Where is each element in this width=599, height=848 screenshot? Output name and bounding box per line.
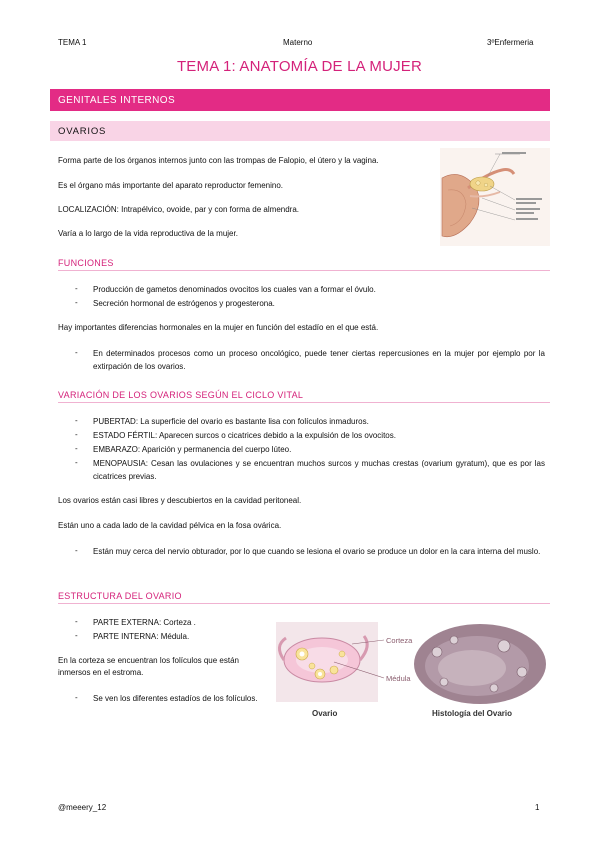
label-ovario: Ovario [312, 709, 338, 718]
funciones-item-1: Producción de gametos denominados ovocitos los cuales van a formar el óvulo. [93, 285, 376, 294]
label-histologia: Histología del Ovario [432, 709, 513, 718]
variacion-item-pubertad: PUBERTAD: La superficie del ovario es bastante lisa con folículos inmaduros. [93, 417, 369, 426]
bullet-dash: - [75, 444, 78, 453]
funciones-item-3: En determinados procesos como un proceso oncológico, puede tener ciertas repercusiones en la mujer por ejemplo por la extirpación de los ovarios. [93, 349, 545, 371]
estructura-item-interna: PARTE INTERNA: Médula. [93, 632, 190, 641]
intro-line-1: Forma parte de los órganos internos junto con las trompas de Falopio, el útero y la vagina. [58, 156, 379, 165]
estructura-item-foliculos: Se ven los diferentes estadíos de los folículos. [93, 694, 258, 703]
funciones-paragraph: Hay importantes diferencias hormonales en la mujer en función del estadío en el que está. [58, 323, 379, 332]
variacion-item-estado-fertil: ESTADO FÉRTIL: Aparecen surcos o cicatrices debido a la expulsión de los ovocitos. [93, 431, 396, 440]
heading-variacion: VARIACIÓN DE LOS OVARIOS SEGÚN EL CICLO VITAL [58, 390, 550, 403]
variacion-item-menopausia: MENOPAUSIA: Cesan las ovulaciones y se encuentran muchos surcos y muchas crestas (ovarium gyratum), que es por las cicatrices previas. [93, 459, 545, 481]
ovary-histology-figure [272, 616, 551, 724]
bullet-dash: - [75, 631, 78, 640]
section-band-genitales-internos: GENITALES INTERNOS [50, 89, 550, 111]
intro-line-4: Varía a lo largo de la vida reproductiva de la mujer. [58, 229, 238, 238]
variacion-item-nervio: Están muy cerca del nervio obturador, por lo que cuando se lesiona el ovario se produce un dolor en la cara interna del muslo. [93, 547, 541, 556]
bullet-dash: - [75, 458, 78, 467]
intro-line-3: LOCALIZACIÓN: Intrapélvico, ovoide, par y con forma de almendra. [58, 205, 299, 214]
heading-funciones: FUNCIONES [58, 258, 550, 271]
estructura-paragraph: En la corteza se encuentran los folículos que están inmersos en el estroma. [58, 656, 239, 677]
heading-estructura: ESTRUCTURA DEL OVARIO [58, 591, 550, 604]
bullet-dash: - [75, 430, 78, 439]
estructura-item-externa: PARTE EXTERNA: Corteza . [93, 618, 196, 627]
bullet-dash: - [75, 298, 78, 307]
intro-line-2: Es el órgano más importante del aparato reproductor femenino. [58, 181, 284, 190]
variacion-paragraph-2: Están uno a cada lado de la cavidad pélvica en la fosa ovárica. [58, 521, 282, 530]
bullet-dash: - [75, 416, 78, 425]
page-title: TEMA 1: ANATOMÍA DE LA MUJER [176, 58, 423, 75]
bullet-dash: - [75, 546, 78, 555]
funciones-item-2: Secreción hormonal de estrógenos y progesterona. [93, 299, 275, 308]
variacion-paragraph-1: Los ovarios están casi libres y descubiertos en la cavidad peritoneal. [58, 496, 302, 505]
footer-handle: @meeery_12 [58, 803, 107, 812]
header-left: TEMA 1 [58, 38, 87, 47]
header-center: Materno [283, 38, 313, 47]
bullet-dash: - [75, 617, 78, 626]
label-medula: Médula [386, 674, 411, 683]
bullet-dash: - [75, 693, 78, 702]
header-right: 3ºEnfermeria [487, 38, 534, 47]
label-corteza: Corteza [386, 636, 413, 645]
variacion-item-embarazo: EMBARAZO: Aparición y permanencia del cuerpo lúteo. [93, 445, 292, 454]
page-number: 1 [535, 803, 540, 812]
ovary-anatomy-figure [440, 148, 550, 246]
bullet-dash: - [75, 348, 78, 357]
section-band-ovarios: OVARIOS [50, 121, 550, 141]
bullet-dash: - [75, 284, 78, 293]
